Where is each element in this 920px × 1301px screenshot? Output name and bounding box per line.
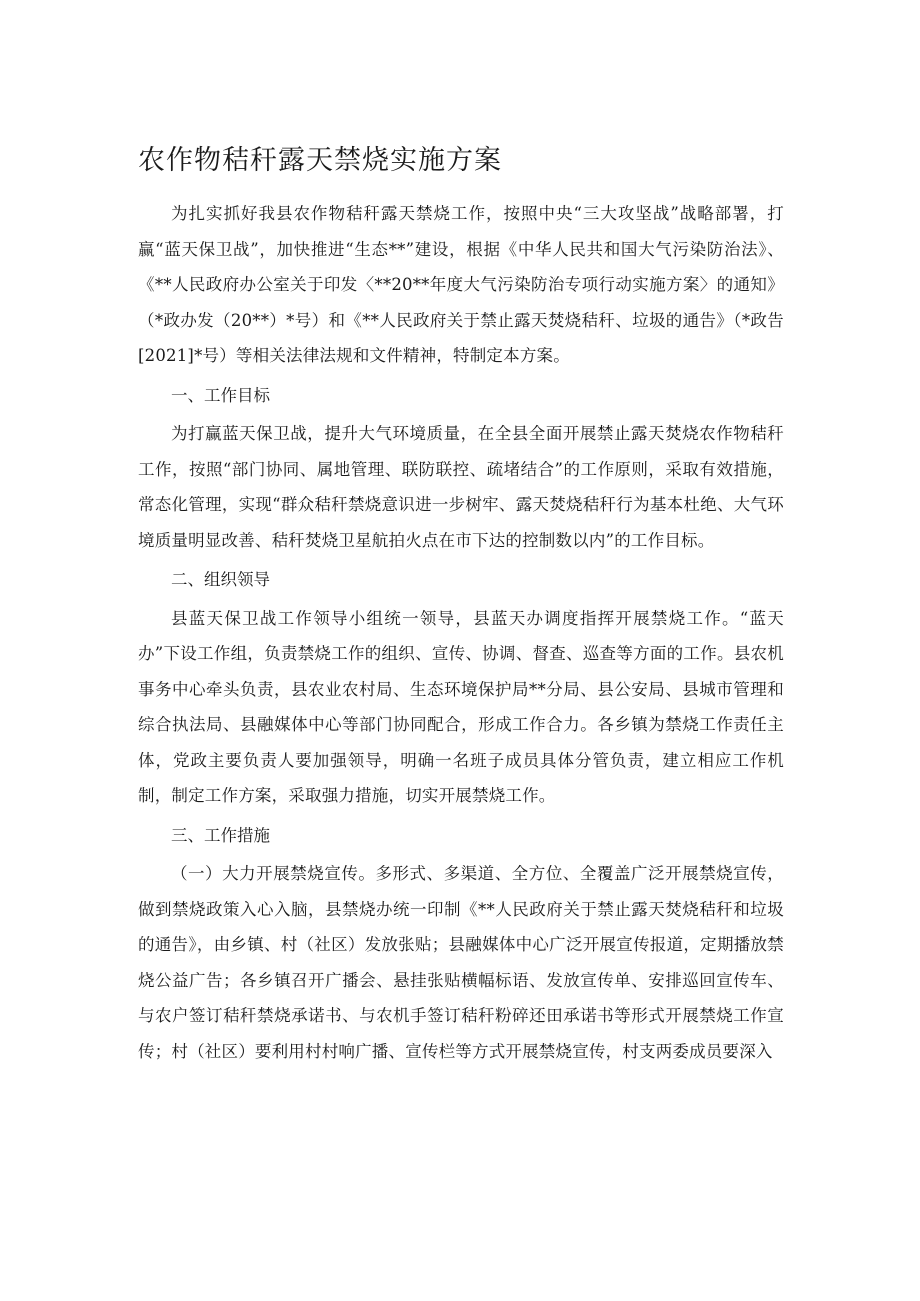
- section-heading-leadership: 二、组织领导: [171, 570, 270, 589]
- section-paragraph-goals: 为打赢蓝天保卫战，提升大气环境质量，在全县全面开展禁止露天焚烧农作物秸秆工作，按照“部门协同、属地管理、联防联控、疏堵结合”的工作原则，采取有效措施，常态化管理，实现“群众秸秆禁烧意识进一步树牢、露天焚烧秸秆行为基本杜绝、大气环境质量明显改善、秸秆焚烧卫星航拍火点在市下达的控制数以内”的工作目标。: [138, 424, 784, 550]
- document-title: 农作物秸秆露天禁烧实施方案: [138, 145, 502, 176]
- section-heading-measures: 三、工作措施: [171, 825, 270, 845]
- document-body: [138, 196, 784, 1069]
- section-paragraph-leadership: 县蓝天保卫战工作领导小组统一领导，县蓝天办调度指挥开展禁烧工作。“蓝天办”下设工作组，负责禁烧工作的组织、宣传、协调、督查、巡查等方面的工作。县农机事务中心牵头负责，县农业农村局、生态环境保护局**分局、县公安局、县城市管理和综合执法局、县融媒体中心等部门协同配合，形成工作合力。各乡镇为禁烧工作责任主体，党政主要负责人要加强领导，明确一名班子成员具体分管负责，建立相应工作机制，制定工作方案，采取强力措施，切实开展禁烧工作。: [138, 608, 784, 805]
- intro-paragraph: 为扎实抓好我县农作物秸秆露天禁烧工作，按照中央“三大攻坚战”战略部署，打赢“蓝天保卫战”，加快推进“生态**”建设，根据《中华人民共和国大气污染防治法》、《**人民政府办公室关于印发〈**20**年度大气污染防治专项行动实施方案〉的通知》（*政办发（20**）*号）和《**人民政府关于禁止露天焚烧秸秆、垃圾的通告》（*政告[2021]*号）等相关法律法规和文件精神，特制定本方案。: [138, 204, 784, 365]
- section-paragraph-measures: （一）大力开展禁烧宣传。多形式、多渠道、全方位、全覆盖广泛开展禁烧宣传，做到禁烧政策入心入脑，县禁烧办统一印制《**人民政府关于禁止露天焚烧秸秆和垃圾的通告》，由乡镇、村（社区）发放张贴；县融媒体中心广泛开展宣传报道，定期播放禁烧公益广告；各乡镇召开广播会、悬挂张贴横幅标语、发放宣传单、安排巡回宣传车、与农户签订秸秆禁烧承诺书、与农机手签订秸秆粉碎还田承诺书等形式开展禁烧工作宣传；村（社区）要利用村村响广播、宣传栏等方式开展禁烧宣传，村支两委成员要深入: [138, 864, 784, 1061]
- section-heading-goals: 一、工作目标: [171, 385, 270, 405]
